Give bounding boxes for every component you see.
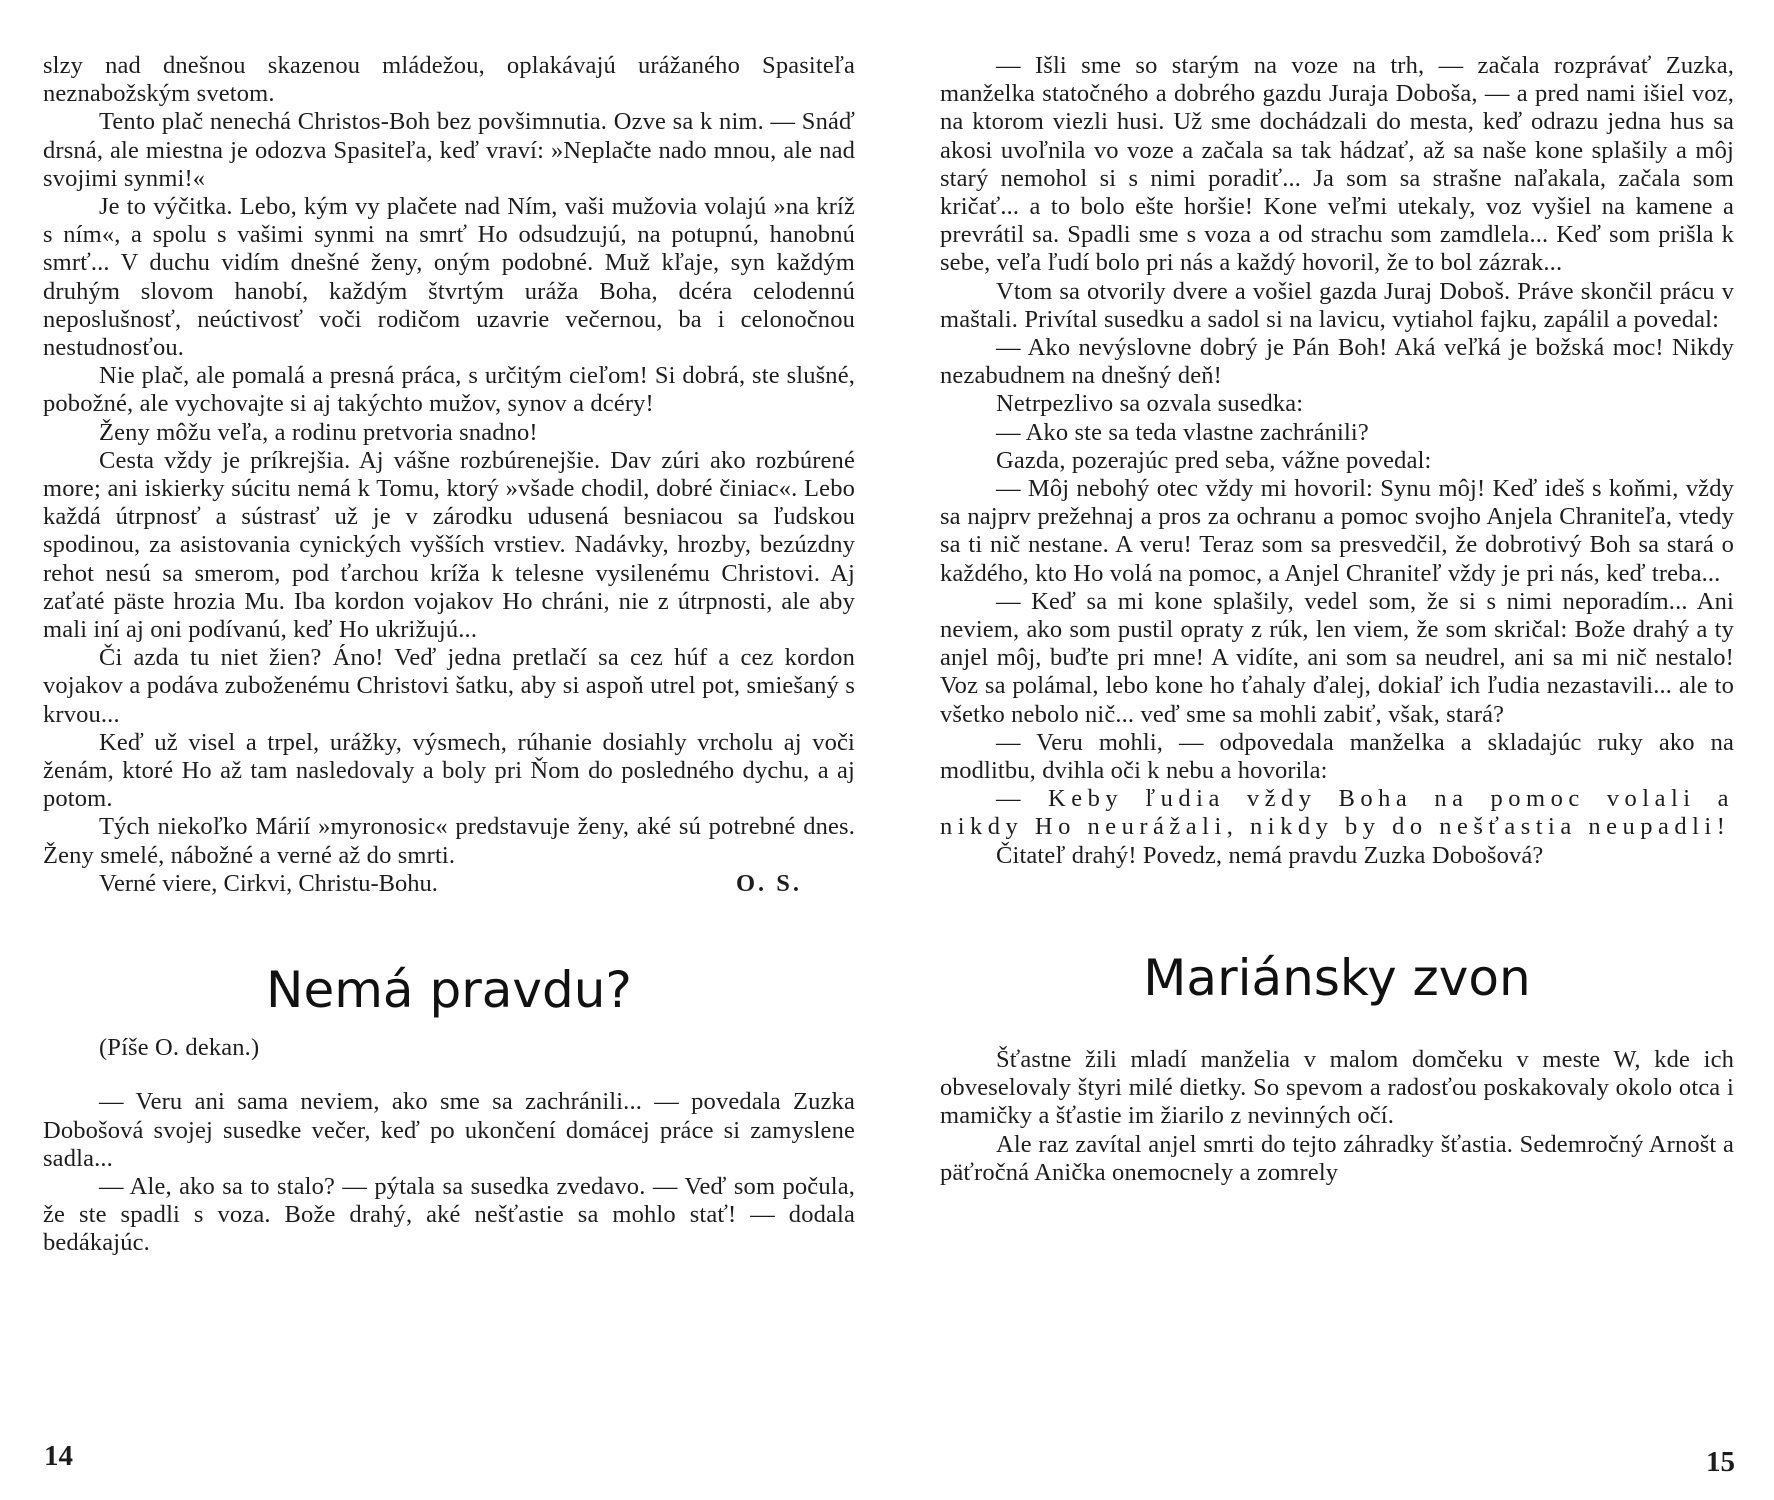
paragraph: — Išli sme so starým na voze na trh, — začala rozprávať Zuzka, manželka statočného a dobrého gazdu Juraja Doboša, — a pred nami išiel voz, na ktorom viezli husi. Už sme dochádzali do mesta, keď odrazu jedna hus sa akosi uvoľnila vo voze a začala sa tak hádzať, až sa naše kone splašily a môj starý nemohol si s nimi poradiť... Ja som sa strašne naľakala, začala som kričať... a to bolo ešte horšie! Kone veľmi utekaly, voz vyšiel na kamene a prevrátil sa. Spadli sme s voza a od strachu som zamdlela... Keď som prišla k sebe, veľa ľudí bolo pri nás a každý hovoril, že to bol zázrak... <box>940 52 1734 277</box>
left-page <box>43 52 855 1258</box>
paragraph: Tých niekoľko Márií »myronosic« predstavuje ženy, aké sú potrebné dnes. Ženy smelé, nábožné a verné až do smrti. <box>43 813 855 869</box>
article-title: Nemá pravdu? <box>266 961 632 1020</box>
paragraph: — Veru ani sama neviem, ako sme sa zachránili... — povedala Zuzka Dobošová svojej susedke večer, keď po ukončení domácej práce si zamyslene sadla... <box>43 1088 855 1172</box>
paragraph: Nie plač, ale pomalá a presná práca, s určitým cieľom! Si dobrá, ste slušné, pobožné, ale vychovajte si aj takýchto mužov, synov a dcéry! <box>43 362 855 418</box>
page-number: 15 <box>1706 1446 1735 1478</box>
paragraph: — Keď sa mi kone splašily, vedel som, že si s nimi neporadím... Ani neviem, ako som pustil opraty z rúk, len viem, že som skričal: Bože drahý a ty anjel môj, buďte pri mne! A vidíte, ani som sa neudrel, ani sa mi nič nestalo! Voz sa polámal, lebo kone ho ťahaly ďalej, dokiaľ ich ľudia nezastavili... ale to všetko nebolo nič... veď sme sa mohli zabiť, však, stará? <box>940 587 1734 728</box>
paragraph: Vtom sa otvorily dvere a vošiel gazda Juraj Doboš. Práve skončil prácu v maštali. Privítal susedku a sadol si na lavicu, vytiahol fajku, zapálil a povedal: <box>940 277 1734 333</box>
paragraph: Gazda, pozerajúc pred seba, vážne povedal: <box>996 446 1432 474</box>
paragraph: Netrpezlivo sa ozvala susedka: <box>996 390 1304 418</box>
paragraph: — Ako nevýslovne dobrý je Pán Boh! Aká veľká je božská moc! Nikdy nezabudnem na dnešný deň! <box>940 334 1734 390</box>
closing-line <box>43 870 855 898</box>
closing-text: Verné viere, Cirkvi, Christu-Bohu. <box>99 869 438 897</box>
paragraph: — Ako ste sa teda vlastne zachránili? <box>996 418 1369 446</box>
paragraph: — Ale, ako sa to stalo? — pýtala sa susedka zvedavo. — Veď som počula, že ste spadli s voza. Bože drahý, aké nešťastie sa mohlo stať! — dodala bedákajúc. <box>43 1172 855 1257</box>
paragraph: Cesta vždy je príkrejšia. Aj vášne rozbúrenejšie. Dav zúri ako rozbúrené more; ani iskierky súcitu nemá k Tomu, ktorý »všade chodil, dobré činiac«. Lebo každá útrpnosť a sústrasť už je v zárodku udusená besniacou sa ľudskou spodinou, za asistovania cynických vyšších vrstiev. Nadávky, hrozby, bezúzdny rehot nesú sa smerom, pod ťarchou kríža k telesne vysilenému Christovi. Aj zaťaté päste hrozia Mu. Iba kordon vojakov Ho chráni, nie z útrpnosti, ale aby mali iní aj oni podívanú, keď Ho ukrižujú... <box>43 446 855 644</box>
article-byline: (Píše O. dekan.) <box>99 1034 260 1062</box>
paragraph: Ale raz zavítal anjel smrti do tejto záhradky šťastia. Sedemročný Arnošt a päťročná Anička onemocnely a zomrely <box>940 1130 1734 1186</box>
author-signature: O. S. <box>735 869 802 897</box>
paragraph: Či azda tu niet žien? Áno! Veď jedna pretlačí sa cez húf a cez kordon vojakov a podáva zuboženému Christovi šatku, aby si aspoň utrel pot, smiešaný s krvou... <box>43 644 855 728</box>
paragraph: slzy nad dnešnou skazenou mládežou, oplakávajú urážaného Spasiteľa neznabožským svetom. <box>43 52 855 108</box>
paragraph: Čitateľ drahý! Povedz, nemá pravdu Zuzka Dobošová? <box>996 841 1544 869</box>
spaced-quote: — Keby ľudia vždy Boha na pomoc volali a nikdy Ho neurážali, nikdy by do nešťastia neupadli! <box>940 785 1734 841</box>
paragraph: Šťastne žili mladí manželia v malom domčeku v meste W, kde ich obveselovaly štyri milé dietky. So spevom a radosťou poskakovaly okolo otca i mamičky a šťastie im žiarilo z nevinných očí. <box>940 1045 1734 1130</box>
paragraph: — Veru mohli, — odpovedala manželka a skladajúc ruky ako na modlitbu, dvihla oči k nebu a hovorila: <box>940 728 1734 785</box>
paragraph: Je to výčitka. Lebo, kým vy plačete nad Ním, vaši mužovia volajú »na kríž s ním«, a spolu s vašimi synmi na smrť Ho odsudzujú, na potupnú, hanobnú smrť... V duchu vidím dnešné ženy, oným podobné. Muž kľaje, syn každým druhým slovom hanobí, každým štvrtým uráža Boha, dcéra celodennú neposlušnosť, neúctivosť voči rodičom uzavrie večernou, ba i celonočnou nestudnosťou. <box>43 193 855 362</box>
paragraph: Tento plač nenechá Christos-Boh bez povšimnutia. Ozve sa k nim. — Snáď drsná, ale miestna je odozva Spasiteľa, keď vraví: »Neplačte nado mnou, ale nad svojimi synmi!« <box>43 108 855 192</box>
paragraph: Keď už visel a trpel, urážky, výsmech, rúhanie dosiahly vrcholu aj voči ženám, ktoré Ho až tam nasledovaly a boly pri Ňom do posledného dychu, a aj potom. <box>43 728 855 813</box>
article-title: Mariánsky zvon <box>1143 948 1531 1007</box>
paragraph: Ženy môžu veľa, a rodinu pretvoria snadno! <box>99 418 538 446</box>
right-page <box>940 52 1734 1187</box>
paragraph: — Môj nebohý otec vždy mi hovoril: Synu môj! Keď ideš s koňmi, vždy sa najprv prežehnaj a pros za ochranu a pomoc svojho Anjela Chraniteľa, vtedy sa ti nič nestane. A veru! Teraz som sa presvedčil, že dobrotivý Boh sa stará o každého, kto Ho volá na pomoc, a Anjel Chraniteľ vždy je pri nás, keď treba... <box>940 475 1734 587</box>
page-number: 14 <box>44 1440 73 1472</box>
